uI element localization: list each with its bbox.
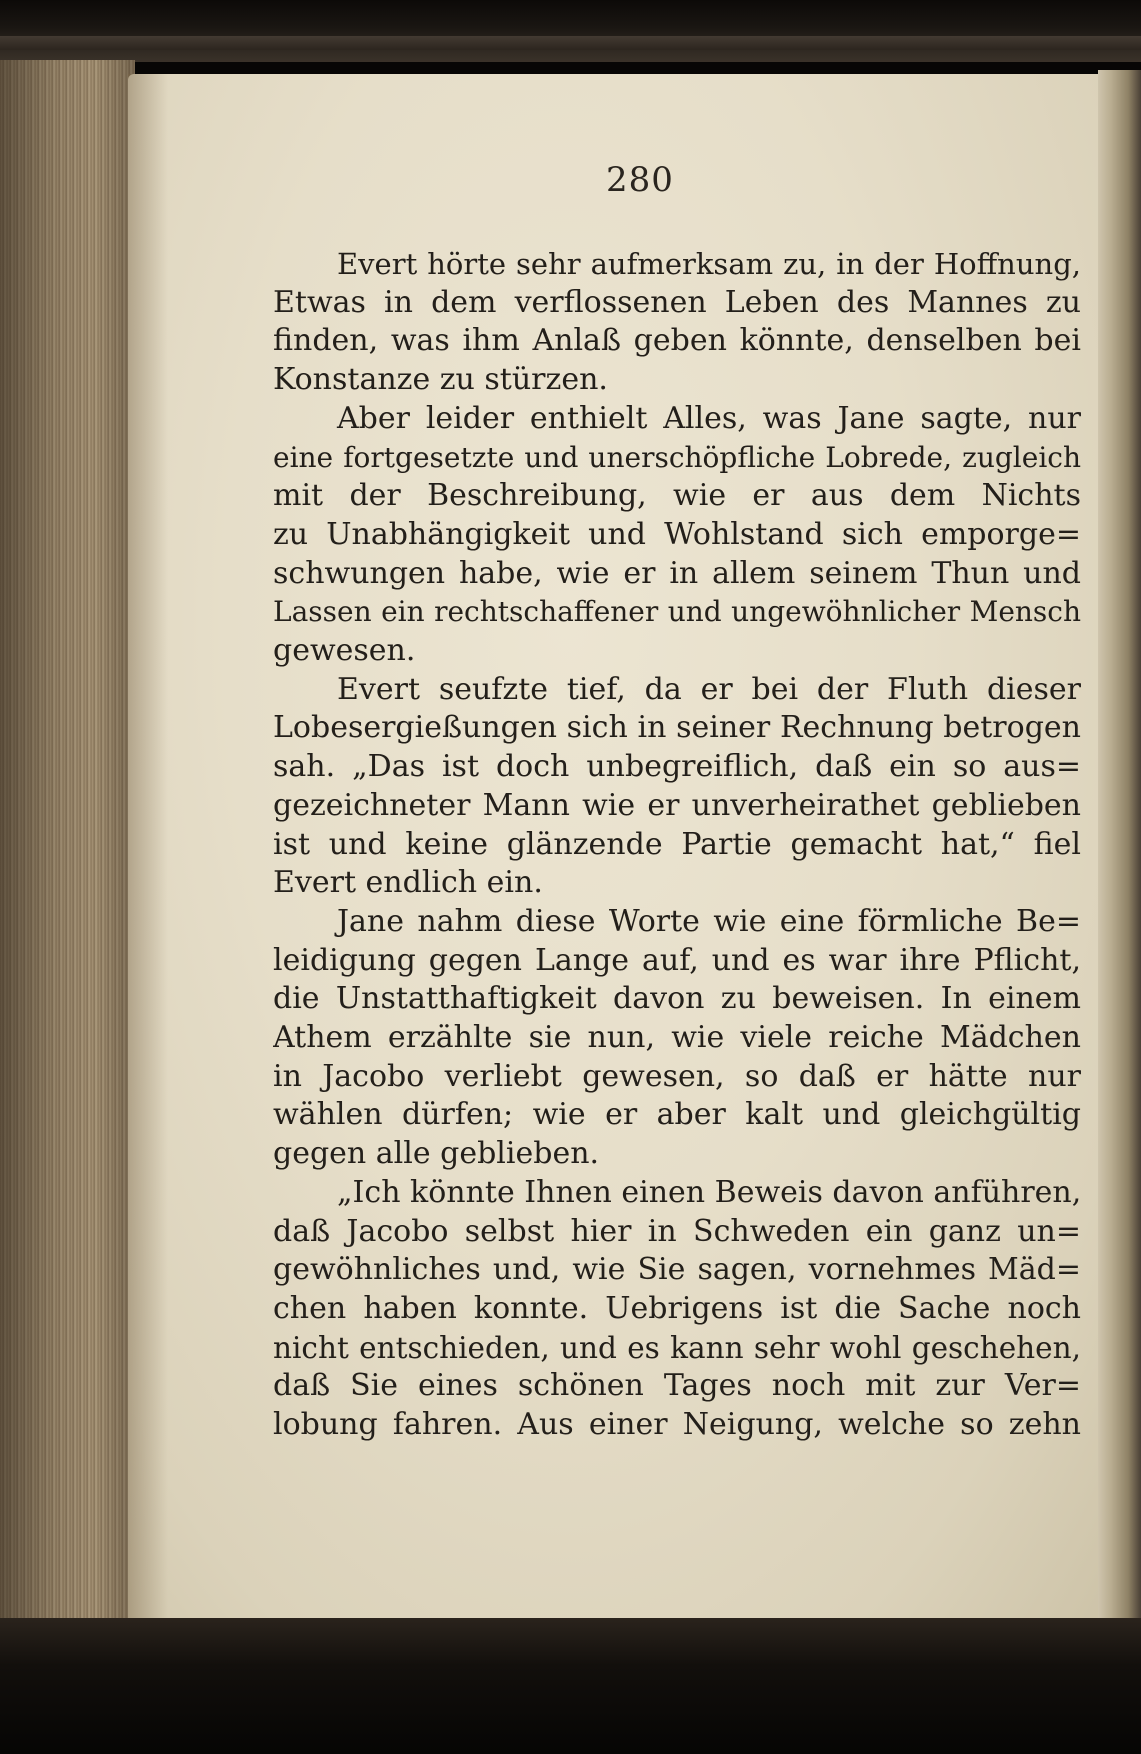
bottom-shadow <box>0 1618 1141 1754</box>
text-line: wählen dürfen; wie er aber kalt und gleichgültig <box>273 1097 1081 1133</box>
text-line: ist und keine glänzende Partie gemacht hat,“ fiel <box>273 826 1081 862</box>
text-line: daß Sie eines schönen Tages noch mit zur Ver= <box>273 1368 1081 1404</box>
top-binding-strip <box>0 36 1141 50</box>
page-edges-shadow <box>0 60 135 1620</box>
text-line: Evert seufzte tief, da er bei der Fluth dieser <box>337 671 1081 707</box>
text-line: gewesen. <box>273 633 416 669</box>
top-cover-edge <box>0 0 1141 62</box>
text-line: Lobesergießungen sich in seiner Rechnung betrogen <box>273 710 1081 746</box>
text-line: mit der Beschreibung, wie er aus dem Nichts <box>273 478 1081 514</box>
page-number: 280 <box>606 160 674 200</box>
page-gutter-shadow <box>128 74 168 1622</box>
text-line: in Jacobo verliebt gewesen, so daß er hätte nur <box>273 1058 1081 1094</box>
text-line: gezeichneter Mann wie er unverheirathet geblieben <box>273 787 1081 823</box>
text-line: zu Unabhängigkeit und Wohlstand sich emporge= <box>273 516 1081 552</box>
text-line: Evert hörte sehr aufmerksam zu, in der Hoffnung, <box>337 247 1081 281</box>
text-line: schwungen habe, wie er in allem seinem Thun und <box>273 555 1081 591</box>
text-line: chen haben konnte. Uebrigens ist die Sache noch <box>273 1290 1081 1326</box>
text-line: sah. „Das ist doch unbegreiflich, daß ein so aus= <box>273 749 1081 785</box>
text-line: gewöhnliches und, wie Sie sagen, vornehmes Mäd= <box>273 1252 1081 1288</box>
text-line: Jane nahm diese Worte wie eine förmliche Be= <box>337 903 1081 939</box>
text-line: Aber leider enthielt Alles, was Jane sagte, nur <box>337 400 1081 436</box>
right-page-edge <box>1098 70 1141 1630</box>
text-line: lobung fahren. Aus einer Neigung, welche so zehn <box>273 1407 1081 1443</box>
text-line: Konstanze zu stürzen. <box>273 362 608 398</box>
body-text <box>273 245 1081 1445</box>
text-line: leidigung gegen Lange auf, und es war ihre Pflicht, <box>273 942 1081 978</box>
text-line: Evert endlich ein. <box>273 865 543 901</box>
text-line: eine fortgesetzte und unerschöpfliche Lobrede, zugleich <box>273 440 1081 474</box>
text-line: „Ich könnte Ihnen einen Beweis davon anführen, <box>337 1174 1081 1210</box>
text-line: die Unstatthaftigkeit davon zu beweisen. In einem <box>273 981 1081 1017</box>
text-line: Athem erzählte sie nun, wie viele reiche Mädchen <box>273 1020 1081 1056</box>
text-line: daß Jacobo selbst hier in Schweden ein ganz un= <box>273 1213 1081 1249</box>
text-line: finden, was ihm Anlaß geben könnte, denselben bei <box>273 323 1081 359</box>
text-line: gegen alle geblieben. <box>273 1136 600 1172</box>
text-line: Lassen ein rechtschaffener und ungewöhnlicher Mensch <box>273 595 1081 629</box>
text-line: Etwas in dem verflossenen Leben des Mannes zu <box>273 284 1081 320</box>
text-line: nicht entschieden, und es kann sehr wohl geschehen, <box>273 1330 1081 1365</box>
